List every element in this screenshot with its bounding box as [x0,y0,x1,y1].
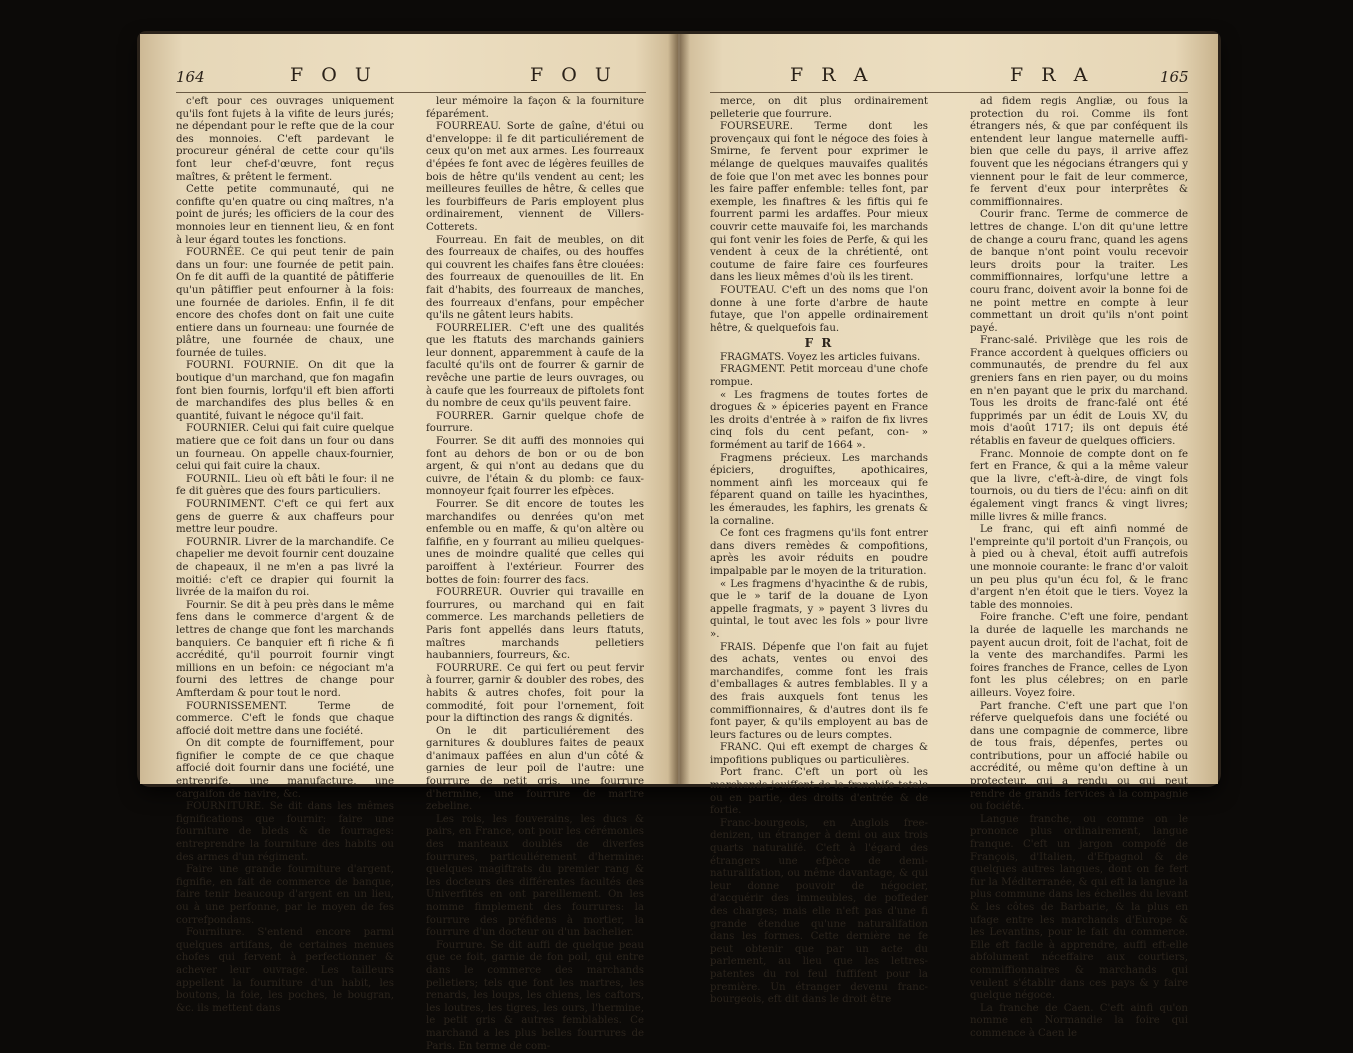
paragraph: FOURNITURE. Se dit dans les mêmes fignifications que fournir: faire une fourniture de bleds & de fourrages: entreprendre la fourniture des habits ou des armes d'un régiment. [176,801,394,863]
paragraph: Fourniture. S'entend encore parmi quelques artifans, de certaines menues chofes qui fervent à perfectionner & achever leur ouvrage. Les tailleurs appellent la fourniture d'un habit, les boutons, la foie, les poches, le bougran, &c. ils mettent dans [176,927,394,1014]
paragraph: Fourrer. Se dit encore de toutes les marchandifes ou denrées qu'on met enfemble ou en maffe, & qu'on altère ou falfifie, en y fourrant au milieu quelques-unes de moindre qualité que celles qui paroiffent à l'extérieur. Fourrer des bottes de foin: fourrer des facs. [426,499,644,586]
paragraph: « Les fragmens d'hyacinthe & de rubis, que le » tarif de la douane de Lyon appelle fragmats, y » payent 3 livres du quintal, le tout avec les fols » pour livre ». [710,578,928,640]
paragraph: Ce font ces fragmens qu'ils font entrer dans divers remèdes & compofitions, après les avoir réduits en poudre impalpable par le moyen de la trituration. [710,528,928,577]
paragraph: leur mémoire la façon & la fourniture féparément. [426,96,644,120]
paragraph: FOURREAU. Sorte de gaîne, d'étui ou d'enveloppe: il fe dit particuliérement de ceux qu'on met aux armes. Les fourreaux d'épées fe font avec de légères feuilles de bois de hêtre qu'ils vendent au cent; les meilleures feuilles de hêtre, & celles que les fourbiffeurs de Paris employent plus ordinairement, viennent de Villers-Cotterets. [426,121,644,233]
paragraph: FOURNIL. Lieu où eft bâti le four: il ne fe dit guères que des fours particuliers. [176,473,394,498]
page-number-right: 165 [1160,68,1189,86]
paragraph: Fragmens précieux. Les marchands épiciers, droguiftes, apothicaires, nomment ainfi les morceaux qui fe féparent quand on taille les hyacinthes, les émeraudes, les faphirs, les grenats & la cornaline. [710,452,928,527]
paragraph: FOURNÉE. Ce qui peut tenir de pain dans un four: une fournée de petit pain. On fe dit auffi de la quantité de pâtifferie qu'un pâtiffier peut enfourner à la fois: une fournée de darioles. Enfin, il fe dit encore des chofes dont on fait une cuite entiere dans un fourneau: une fournée de plâtre, une fournée de chaux, une fournée de tuiles. [176,247,394,359]
paragraph: FOURRELIER. C'eft une des qualités que les ftatuts des marchands gainiers leur donnent, apparemment à caufe de la faculté qu'ils ont de fourrer & garnir de revêche une partie de leurs ouvrages, ou à caufe que les fourreaux de piftolets font du nombre de ceux qu'ils peuvent faire. [426,322,644,410]
paragraph: FRANC. Qui eft exempt de charges & impofitions publiques ou particulières. [710,742,928,766]
paragraph: « Les fragmens de toutes fortes de drogues & » épiceries payent en France les droits d'entrée à » raifon de fix livres cinq fols du cent pefant, con- » formément au tarif de 1664 ». [710,389,928,452]
paragraph: Langue franche, ou comme on le prononce plus ordinairement, langue franque. C'eft un jargon compofé de François, d'Italien, d'Efpagnol & de quelques autres langues, dont on fe fert fur la Méditerranée, & qui eft la langue la plus commune dans les échelles du levant & les côtes de Barbarie, & la plus en ufage entre les marchands d'Europe & les Levantins, pour le fait du commerce. Elle eft facile à apprendre, auffi eft-elle abfolument néceffaire aux courtiers, commiffionnaires & marchands qui veulent s'établir dans ces pays & y faire quelque négoce. [970,813,1188,1002]
paragraph: Part franche. C'eft une part que l'on réferve quelquefois dans une fociété ou dans une compagnie de commerce, libre de tous frais, dépenfes, pertes ou contributions, pour un affocié habile ou accrédité, ou même qu'on deftine à un protecteur, qui a rendu ou qui peut rendre de grands fervices à la compagnie ou fociété. [970,700,1188,813]
right-column-2 [970,96,1188,1041]
paragraph: FRAGMATS. Voyez les articles fuivans. [720,351,921,363]
paragraph: FOUTEAU. C'eft un des noms que l'on donne à une forte d'arbre de haute futaye, que l'on appelle ordinairement hêtre, & quelquefois fau. [710,284,928,334]
open-book [140,34,1218,1052]
left-page [140,34,678,1052]
paragraph: Le franc, qui eft ainfi nommé de l'empreinte qu'il portoit d'un François, ou à pied ou à cheval, étoit auffi autrefois une monnoie courante: le franc d'or valoit un peu plus qu'un écu fol, & le franc d'argent n'en étoit que le tiers. Voyez la table des monnoies. [970,524,1188,611]
paragraph: ad fidem regis Angliæ, ou fous la protection du roi. Comme ils font étrangers nés, & que par conféquent ils entendent leur langue maternelle auffi-bien que celle du pays, il arrive affez fouvent que les négocians étrangers qui y viennent pour le fait de leur commerce, fe fervent d'eux pour interprêtes & commiffionnaires. [970,96,1188,208]
running-head-right: F R A [790,64,874,86]
paragraph: FOURRURE. Ce qui fert ou peut fervir à fourrer, garnir & doubler des robes, des habits & autres chofes, foit pour la commodité, foit pour l'ornement, foit pour la diftinction des rangs & dignités. [426,662,644,725]
page-number-left: 164 [176,68,205,86]
right-column-1 [710,96,928,1007]
paragraph: Foire franche. C'eft une foire, pendant la durée de laquelle les marchands ne payent aucun droit, foit de l'achat, foit de la vente des marchandifes. Parmi les foires franches de France, celles de Lyon font les plus célebres; on en parle ailleurs. Voyez foire. [970,612,1188,699]
header-rule-right [710,92,1188,93]
paragraph: Fourrer. Se dit auffi des monnoies qui font au dehors de bon or ou de bon argent, & qui n'ont au dedans que du cuivre, de l'étain & du plomb: ce faux-monnoyeur fçait fourrer les efpèces. [426,436,644,498]
paragraph: Fourreau. En fait de meubles, on dit des fourreaux de chaifes, ou des houffes qui couvrent les chaifes fans être clouées: des fourreaux de quenouilles de lit. En fait d'habits, des fourreaux de manches, des fourreaux d'enfans, pour empêcher qu'ils ne gâtent leurs habits. [426,234,644,322]
running-head-left-col2: F O U [530,64,617,86]
running-head-right-col2: F R A [1010,64,1094,86]
header-rule-left [176,92,646,93]
paragraph: FOURNIR. Livrer de la marchandife. Ce chapelier me devoit fournir cent douzaine de chapeaux, il ne m'en a pas livré la moitié: c'eft ce drapier qui fournit la livrée de la maifon du roi. [176,536,394,599]
paragraph: On dit compte de fourniffement, pour fignifier le compte de ce que chaque affocié doit fournir dans une fociété, une entreprife, une manufacture, une cargaifon de navire, &c. [176,738,394,800]
paragraph: FOURRER. Garnir quelque chofe de fourrure. [426,410,644,435]
paragraph: FOURSEURE. Terme dont les provençaux qui font le négoce des foies à Smirne, fe fervent pour exprimer le mélange de quelques mauvaifes qualités de foie que l'on met avec les bonnes pour les faire paffer enfemble: telles font, par exemple, les finaftres & les fiftis qui fe fourrent parmi les ardaffes. Pour mieux couvrir cette mauvaife foi, les marchands qui font venir les foies de Perfe, & qui les vendent à ceux de la chrétienté, ont coutume de faire faire ces fourfeures dans les lieux mêmes d'où ils les tirent. [710,121,928,284]
paragraph: FOURREUR. Ouvrier qui travaille en fourrures, ou marchand qui en fait commerce. Les marchands pelletiers de Paris font appellés dans leurs ftatuts, maîtres marchands pelletiers haubanniers, fourreurs, &c. [426,587,644,662]
paragraph: FRAGMENT. Petit morceau d'une chofe rompue. [710,364,928,389]
left-column-2 [426,96,644,1053]
paragraph: Franc-salé. Privilège que les rois de France accordent à quelques officiers ou communautés, de prendre du fel aux greniers fans en rien payer, ou du moins en n'en payant que le prix du marchand. Tous les droits de franc-falé ont été fupprimés par un édit de Louis XV, du mois d'août 1717; ils ont depuis été rétablis en faveur de quelques officiers. [970,335,1188,448]
paragraph: Les rois, les fouverains, les ducs & pairs, en France, ont pour les cérémonies des manteaux doublés de diverfes fourrures, particuliérement d'hermine: quelques magiftrats du premier rang & les docteurs des différentes facultés des Univerfités en ont pareillement. On les nomme fimplement des fourrures: la fourrure des préfidens à mortier, la fourrure d'un docteur ou d'un bachelier. [426,813,644,939]
section-heading: F R [804,336,834,351]
paragraph: FOURNIMENT. C'eft ce qui fert aux gens de guerre & aux chaffeurs pour mettre leur poudre. [176,499,394,536]
paragraph: Franc. Monnoie de compte dont on fe fert en France, & qui a la même valeur que la livre, c'eft-à-dire, de vingt fols tournois, ou du tiers de l'écu: ainfi on dit également vingt francs & vingt livres; mille livres & mille francs. [970,448,1188,523]
paragraph: c'eft pour ces ouvrages uniquement qu'ils font fujets à la vifite de leurs jurés; ne dépendant pour le refte que de la cour des monnoies. C'eft pardevant le procureur général de cette cour qu'ils font leur chef-d'œuvre, font reçus maîtres, & prêtent le ferment. [176,96,394,183]
left-column-1 [176,96,394,1015]
paragraph: On le dit particuliérement des garnitures & doublures faites de peaux d'animaux paffées en alun d'un côté & garnies de leur poil de l'autre: une fourrure de petit gris, une fourrure d'hermine, une fourrure de martre zebeline. [426,725,644,813]
paragraph: FOURNI. FOURNIE. On dit que la boutique d'un marchand, que fon magafin font bien fournis, lorfqu'il eft bien afforti de marchandifes des plus belles & en quantité, fuivant le négoce qu'il fait. [176,360,394,422]
paragraph: FOURNIER. Celui qui fait cuire quelque matiere que ce foit dans un four ou dans un fourneau. On appelle chaux-fournier, celui qui fait cuire la chaux. [176,423,394,473]
paragraph: merce, on dit plus ordinairement pelleterie que fourrure. [710,96,928,120]
paragraph: Franc-bourgeois, en Anglois free-denizen, un étranger à demi ou aux trois quarts naturalifé. C'eft à l'égard des étrangers une efpèce de demi-naturalifation, ou même davantage, & qui leur donne pouvoir de négocier, d'acquérir des immeubles, de poffeder des charges; mais elle n'eft pas d'une fi grande étendue qu'une naturalifation dans les formes. Cette dernière ne fe peut obtenir que par un acte du parlement, au lieu que les lettres-patentes du roi feul fuffifent pour la première. Un étranger devenu franc-bourgeois, eft dit dans le droit être [710,817,928,1006]
paragraph: Port franc. C'eft un port où les marchands jouiffent de la franchife totale ou en partie, des droits d'entrée & de fortie. [710,767,928,817]
paragraph: Fourrure. Se dit auffi de quelque peau que ce foit, garnie de fon poil, qui entre dans le commerce des marchands pelletiers; tels que font les martres, les renards, les loups, les chiens, les caftors, les loutres, les tigres, les ours, l'hermine, le petit gris & autres femblables. Ce marchand a les plus belles fourrures de Paris. En terme de com- [426,939,644,1052]
book-gutter [668,34,690,784]
running-head-left: F O U [290,64,377,86]
paragraph: Faire une grande fourniture d'argent, fignifie, en fait de commerce de banque, faire tenir beaucoup d'argent en un lieu, ou à une perfonne, par le moyen de fes correfpondans. [176,864,394,926]
paragraph: Fournir. Se dit à peu près dans le même fens dans le commerce d'argent & de lettres de change que font les marchands banquiers. Ce banquier eft fi riche & fi accrédité, qu'il pourroit fournir vingt millions en un befoin: ce négociant m'a fourni des lettres de change pour Amfterdam & pour tout le nord. [176,599,394,699]
paragraph: Cette petite communauté, qui ne confifte qu'en quatre ou cinq maîtres, n'a point de jurés; les officiers de la cour des monnoies leur en tiennent lieu, & en font à leur égard toutes les fonctions. [176,184,394,246]
paragraph: Courir franc. Terme de commerce de lettres de change. L'on dit qu'une lettre de change a couru franc, quand les agens de banque n'ont point voulu recevoir leurs droits pour la traiter. Les commiffionnaires, lorfqu'une lettre a couru franc, doivent avoir la bonne foi de ne point mettre en compte à leur commettant un droit qu'ils n'ont point payé. [970,209,1188,334]
right-page [680,34,1218,1039]
paragraph: FOURNISSEMENT. Terme de commerce. C'eft le fonds que chaque affocié doit mettre dans une fociété. [176,700,394,737]
paragraph: La franche de Caen. C'eft ainfi qu'on nomme en Normandie la foire qui commence à Caen le [970,1002,1188,1039]
paragraph: FRAIS. Dépenfe que l'on fait au fujet des achats, ventes ou envoi des marchandifes, comme font les frais d'emballages & autres femblables. Il y a des frais auxquels font tenus les commiffionnaires, & d'autres dont ils fe font payer, & qu'ils employent au bas de leurs factures ou de leurs comptes. [710,641,928,741]
